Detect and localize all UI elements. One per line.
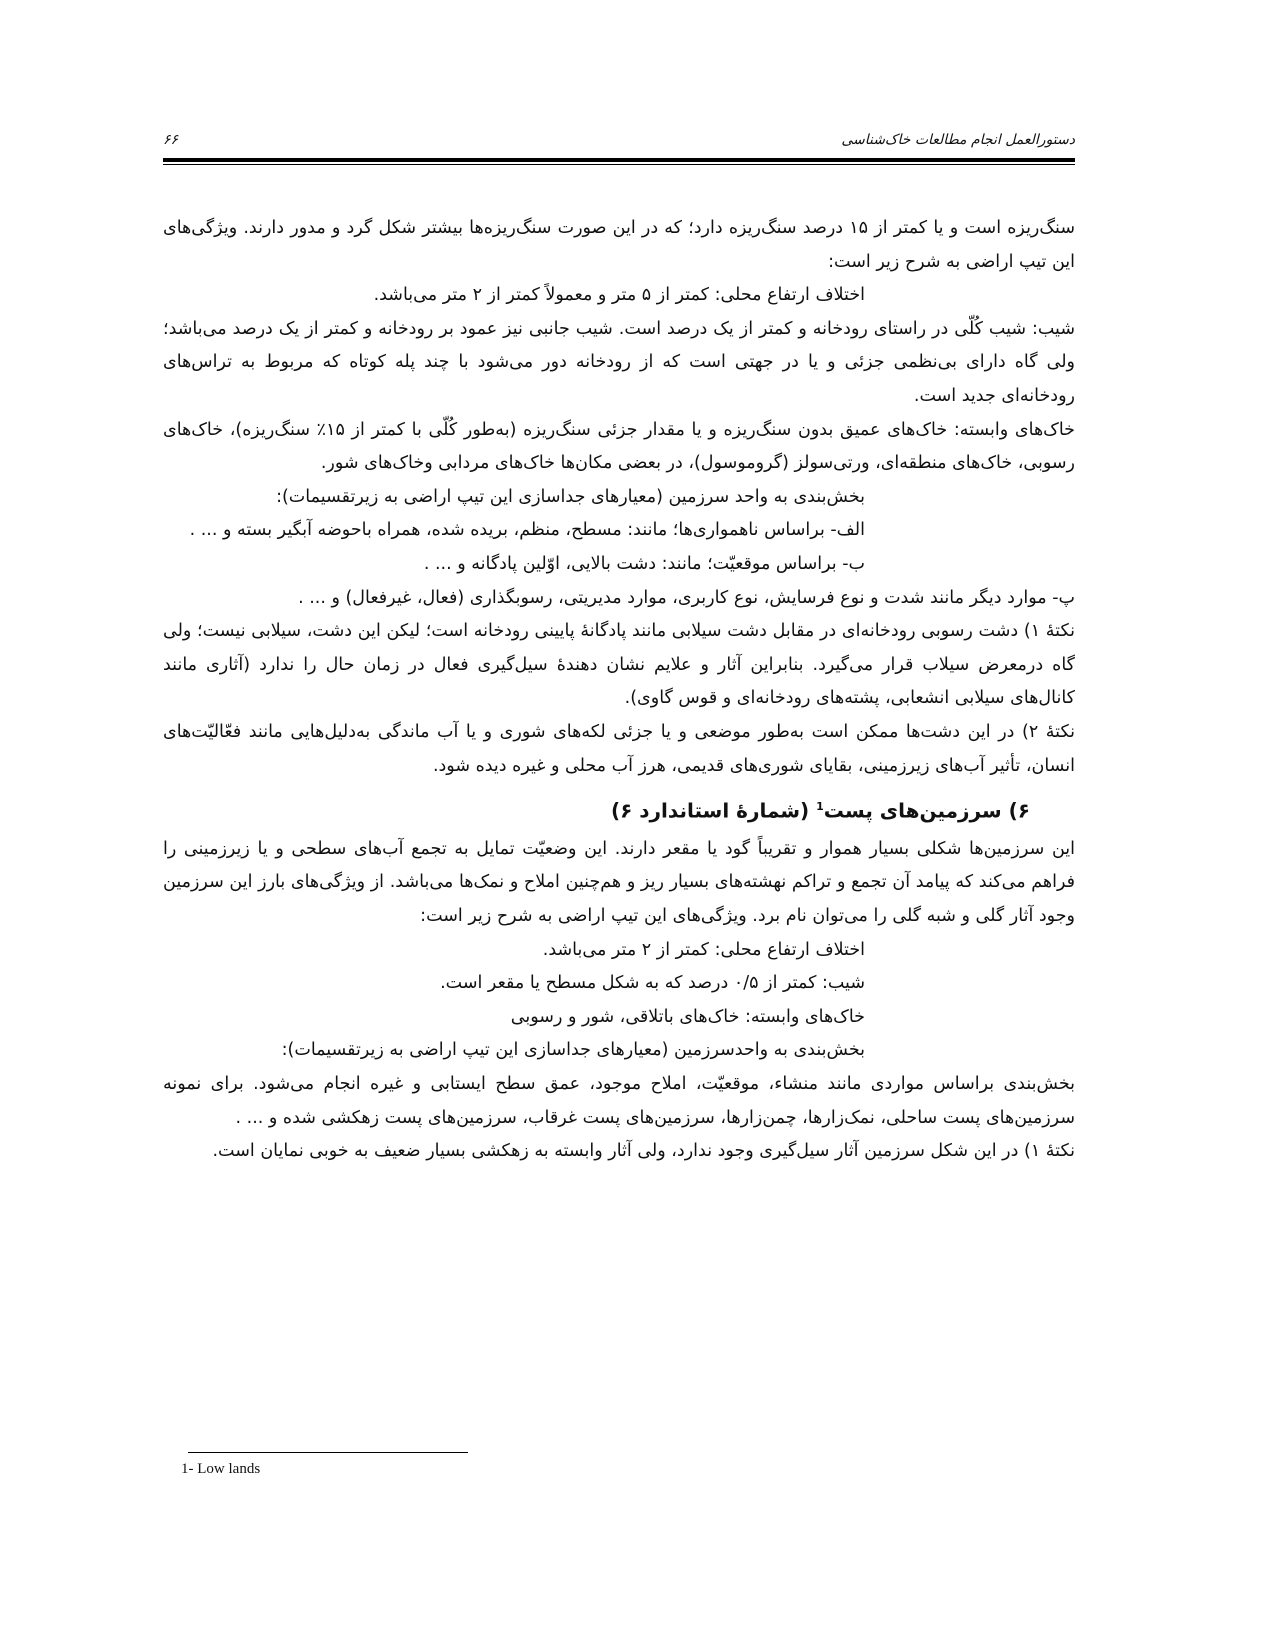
section-heading-text: ۶) سرزمین‌های پست [823, 798, 1030, 823]
paragraph: این سرزمین‌ها شکلی بسیار هموار و تقریباً گود یا مقعر دارند. این وضعیّت تمایل به تجمع آب‌های سطحی و یا زیرزمینی را فراهم می‌کند که پیامد آن تجمع و تراکم نهشته‌های بسیار ریز و هم‌چنین املاح و نمک‌ها می‌باشد. از ویژگی‌های بارز این سرزمین وجود آثار گلی و شبه گلی را می‌توان نام برد. ویژگی‌های این تیپ اراضی به شرح زیر است: [163, 838, 1075, 926]
body-text [163, 212, 1075, 1169]
paragraph: شیب: شیب کُلّی در راستای رودخانه و کمتر از یک درصد است. شیب جانبی نیز عمود بر رودخانه و کمتر از یک درصد می‌باشد؛ ولی گاه دارای بی‌نظمی جزئی و یا در جهتی است که از رودخانه دور می‌شود با چند پله کوتاه که مربوط به تراس‌های رودخانه‌ای جدید است. [163, 318, 1075, 406]
footnote: 1- Low lands [181, 1461, 261, 1477]
paragraph: خاک‌های وابسته: خاک‌های عمیق بدون سنگ‌ریزه و یا مقدار جزئی سنگ‌ریزه (به‌طور کُلّی با کمتر از ۱۵٪ سنگ‌ریزه)، خاک‌های رسوبی، خاک‌های منطقه‌ای، ورتی‌سولز (گروموسول)، در بعضی مکان‌ها خاک‌های مردابی وخاک‌های شور. [163, 419, 1075, 474]
page-header [163, 130, 1075, 154]
paragraph: سنگ‌ریزه است و یا کمتر از ۱۵ درصد سنگ‌ریزه دارد؛ که در این صورت سنگ‌ریزه‌ها بیشتر شکل گرد و مدور دارند. ویژگی‌های این تیپ اراضی به شرح زیر است: [163, 218, 1075, 272]
footnote-rule [188, 1452, 468, 1453]
paragraph: الف- براساس ناهمواری‌ها؛ مانند: مسطح، منظم، بریده شده، همراه باحوضه آبگیر بسته و ... . [189, 520, 865, 541]
paragraph: ب- براساس موقعیّت؛ مانند: دشت بالایی، اوّلین پادگانه و ... . [423, 553, 865, 574]
page-number: ۶۶ [163, 132, 179, 148]
section-heading [163, 787, 1075, 831]
running-title: دستورالعمل انجام مطالعات خاک‌شناسی [841, 132, 1075, 148]
paragraph: پ- موارد دیگر مانند شدت و نوع فرسایش، نوع کاربری، موارد مدیریتی، رسوبگذاری (فعال، غیرفعال) و ... . [298, 587, 1075, 608]
paragraph: نکتهٔ ۱) دشت رسوبی رودخانه‌ای در مقابل دشت سیلابی مانند پادگانهٔ پایینی رودخانه است؛ لیکن این دشت، سیلابی نیست؛ ولی گاه درمعرض سیلاب قرار می‌گیرد. بنابراین آثار و علایم نشان دهندهٔ سیل‌گیری فعال در زمان حال را ندارد (آثاری مانند کانال‌های سیلابی انشعابی، پشته‌های رودخانه‌ای و قوس گاوی). [163, 621, 1075, 709]
paragraph: خاک‌های وابسته: خاک‌های باتلاقی، شور و رسوبی [510, 1006, 865, 1027]
header-rule [163, 158, 1075, 165]
paragraph: بخش‌بندی به واحد سرزمین (معیارهای جداسازی این تیپ اراضی به زیرتقسیمات): [276, 486, 865, 507]
footnote-marker: 1 [816, 800, 824, 814]
paragraph: نکتهٔ ۲) در این دشت‌ها ممکن است به‌طور موضعی و یا جزئی لکه‌های شوری و یا آب ماندگی به‌دلیل‌هایی مانند فعّالیّت‌های انسان، تأثیر آب‌های زیرزمینی، بقایای شوری‌های قدیمی، هرز آب محلی و غیره دیده شود. [163, 721, 1075, 776]
section-heading-standard: (شمارهٔ استاندارد ۶) [610, 798, 817, 823]
paragraph: اختلاف ارتفاع محلی: کمتر از ۵ متر و معمولاً کمتر از ۲ متر می‌باشد. [373, 285, 865, 306]
paragraph: بخش‌بندی به واحدسرزمین (معیارهای جداسازی این تیپ اراضی به زیرتقسیمات): [281, 1040, 865, 1061]
paragraph: بخش‌بندی براساس مواردی مانند منشاء، موقعیّت، املاح موجود، عمق سطح ایستابی و غیره انجام می‌شود. برای نمونه سرزمین‌های پست ساحلی، نمک‌زارها، چمن‌زارها، سرزمین‌های پست غرقاب، سرزمین‌های پست زهکشی شده و ... . [163, 1073, 1075, 1128]
paragraph: نکتهٔ ۱) در این شکل سرزمین آثار سیل‌گیری وجود ندارد، ولی آثار وابسته به زهکشی بسیار ضعیف به خوبی نمایان است. [212, 1141, 1075, 1162]
paragraph: اختلاف ارتفاع محلی: کمتر از ۲ متر می‌باشد. [542, 939, 865, 960]
paragraph: شیب: کمتر از ۰/۵ درصد که به شکل مسطح یا مقعر است. [440, 973, 865, 994]
